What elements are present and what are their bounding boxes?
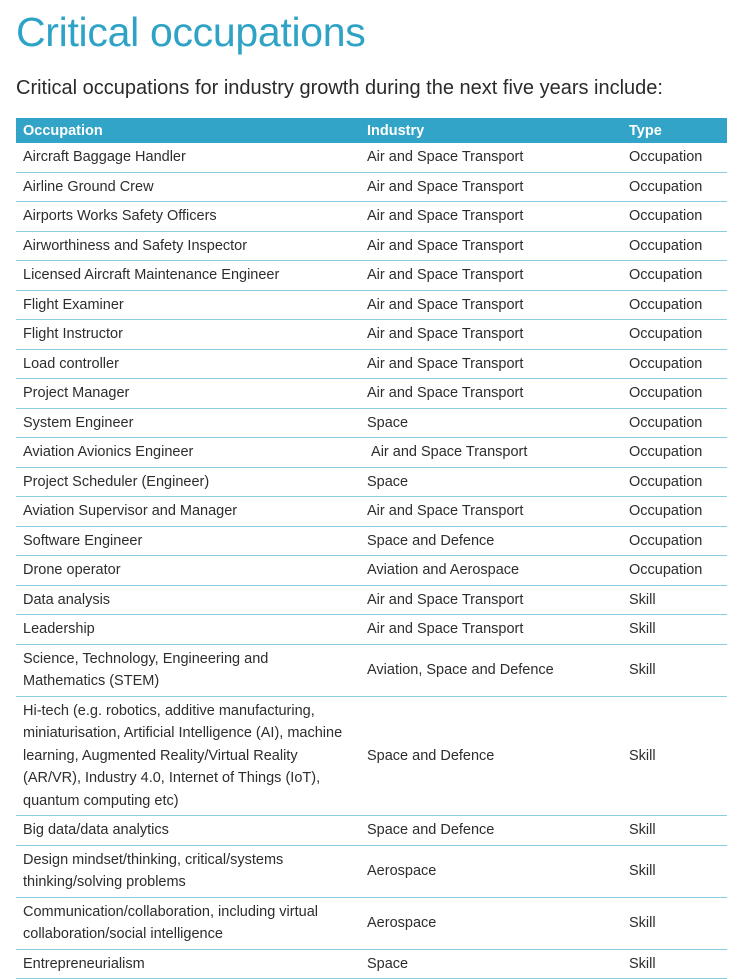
cell-occupation: Aircraft Baggage Handler [16, 143, 360, 172]
cell-industry: Space and Defence [360, 816, 622, 846]
table-row [16, 467, 727, 497]
cell-type: Occupation [622, 320, 727, 350]
cell-type: Occupation [622, 349, 727, 379]
cell-industry: Air and Space Transport [360, 349, 622, 379]
cell-type: Skill [622, 615, 727, 645]
cell-industry: Air and Space Transport [360, 231, 622, 261]
cell-industry: Air and Space Transport [360, 172, 622, 202]
header-occupation: Occupation [16, 118, 360, 143]
cell-industry: Air and Space Transport [360, 379, 622, 409]
intro-text: Critical occupations for industry growth during the next five years include: [16, 77, 663, 99]
cell-industry: Air and Space Transport [360, 290, 622, 320]
cell-type: Occupation [622, 556, 727, 586]
cell-type: Occupation [622, 143, 727, 172]
table-row [16, 408, 727, 438]
cell-occupation: Licensed Aircraft Maintenance Engineer [16, 261, 360, 291]
table-row [16, 615, 727, 645]
cell-occupation: Big data/data analytics [16, 816, 360, 846]
cell-occupation: Drone operator [16, 556, 360, 586]
cell-occupation: Science, Technology, Engineering and Mathematics (STEM) [16, 644, 360, 696]
cell-occupation: Aviation Avionics Engineer [16, 438, 360, 468]
cell-industry: Air and Space Transport [360, 143, 622, 172]
header-industry: Industry [360, 118, 622, 143]
cell-industry: Air and Space Transport [360, 497, 622, 527]
cell-occupation: Project Manager [16, 379, 360, 409]
cell-type: Skill [622, 585, 727, 615]
cell-industry: Air and Space Transport [360, 320, 622, 350]
cell-type: Occupation [622, 261, 727, 291]
table-row [16, 556, 727, 586]
header-type: Type [622, 118, 727, 143]
cell-occupation: Flight Instructor [16, 320, 360, 350]
cell-type: Skill [622, 845, 727, 897]
cell-type: Occupation [622, 467, 727, 497]
cell-type: Skill [622, 696, 727, 816]
cell-industry: Air and Space Transport [360, 202, 622, 232]
cell-industry: Space [360, 408, 622, 438]
table-row [16, 696, 727, 816]
cell-occupation: Data analysis [16, 585, 360, 615]
cell-industry: Aerospace [360, 897, 622, 949]
cell-industry: Aviation, Space and Defence [360, 644, 622, 696]
cell-type: Occupation [622, 290, 727, 320]
occupations-table [16, 118, 727, 979]
table-row [16, 438, 727, 468]
table-row [16, 949, 727, 979]
table-row [16, 845, 727, 897]
cell-occupation: Load controller [16, 349, 360, 379]
table-row [16, 526, 727, 556]
cell-occupation: Entrepreneurialism [16, 949, 360, 979]
cell-type: Skill [622, 644, 727, 696]
table-row [16, 172, 727, 202]
cell-occupation: Flight Examiner [16, 290, 360, 320]
table-row [16, 143, 727, 172]
cell-type: Skill [622, 816, 727, 846]
cell-occupation: Project Scheduler (Engineer) [16, 467, 360, 497]
cell-type: Skill [622, 897, 727, 949]
cell-industry: Space [360, 467, 622, 497]
cell-industry: Space [360, 949, 622, 979]
cell-industry: Air and Space Transport [360, 261, 622, 291]
table-row [16, 290, 727, 320]
cell-occupation: Aviation Supervisor and Manager [16, 497, 360, 527]
cell-occupation: Communication/collaboration, including virtual collaboration/social intelligence [16, 897, 360, 949]
cell-industry: Space and Defence [360, 696, 622, 816]
table-row [16, 816, 727, 846]
cell-occupation: Airports Works Safety Officers [16, 202, 360, 232]
cell-type: Occupation [622, 202, 727, 232]
cell-occupation: Airline Ground Crew [16, 172, 360, 202]
cell-industry: Air and Space Transport [360, 615, 622, 645]
cell-type: Occupation [622, 526, 727, 556]
cell-industry: Space and Defence [360, 526, 622, 556]
cell-type: Occupation [622, 231, 727, 261]
cell-industry: Air and Space Transport [360, 585, 622, 615]
table-header [16, 118, 727, 143]
table-row [16, 202, 727, 232]
cell-type: Occupation [622, 497, 727, 527]
cell-occupation: System Engineer [16, 408, 360, 438]
table-row [16, 261, 727, 291]
table-row [16, 379, 727, 409]
cell-occupation: Leadership [16, 615, 360, 645]
table-body [16, 143, 727, 979]
cell-industry: Aerospace [360, 845, 622, 897]
page-title: Critical occupations [16, 9, 366, 55]
table-row [16, 644, 727, 696]
table-row [16, 231, 727, 261]
table-row [16, 897, 727, 949]
cell-occupation: Design mindset/thinking, critical/systems thinking/solving problems [16, 845, 360, 897]
header-row [16, 118, 727, 143]
cell-type: Skill [622, 949, 727, 979]
cell-occupation: Airworthiness and Safety Inspector [16, 231, 360, 261]
table-row [16, 497, 727, 527]
cell-industry: Aviation and Aerospace [360, 556, 622, 586]
cell-type: Occupation [622, 379, 727, 409]
cell-type: Occupation [622, 408, 727, 438]
table-row [16, 320, 727, 350]
cell-occupation: Hi-tech (e.g. robotics, additive manufacturing, miniaturisation, Artificial Intelligence (AI), machine learning, Augmented Reality/Virtual Reality (AR/VR), Industry 4.0, Internet of Things (IoT), quantum computing etc) [16, 696, 360, 816]
table-row [16, 585, 727, 615]
table-row [16, 349, 727, 379]
cell-type: Occupation [622, 438, 727, 468]
cell-type: Occupation [622, 172, 727, 202]
cell-industry: Air and Space Transport [360, 438, 622, 468]
cell-occupation: Software Engineer [16, 526, 360, 556]
